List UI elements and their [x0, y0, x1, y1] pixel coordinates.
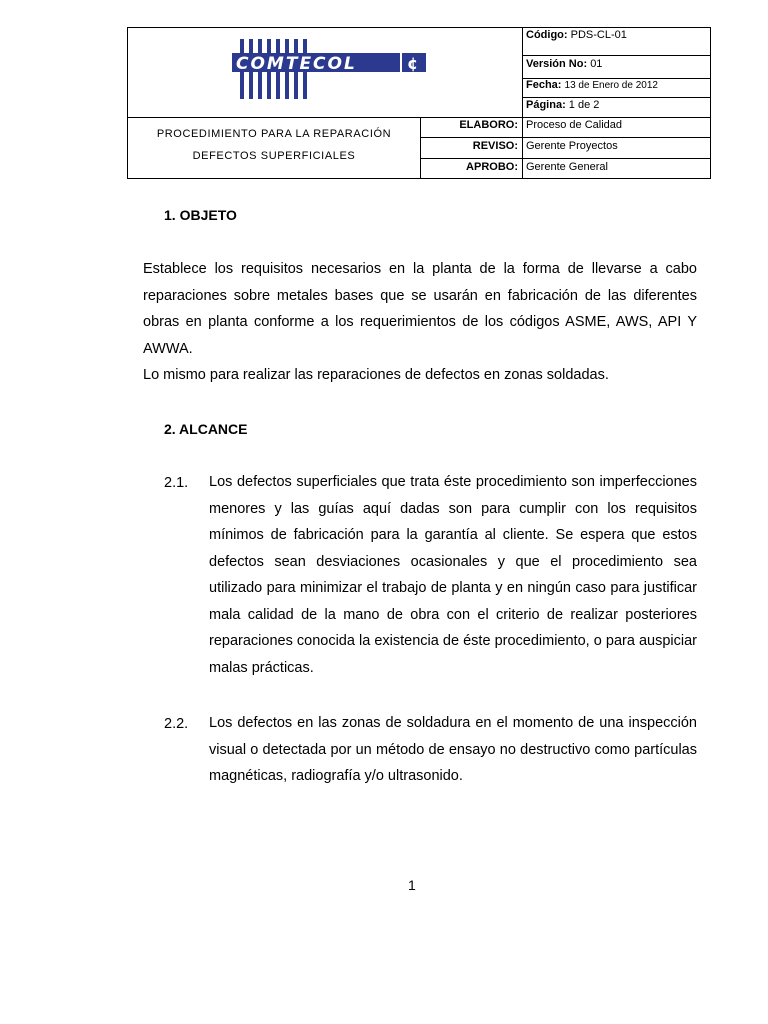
table-divider [522, 28, 523, 179]
fecha-value: 13 de Enero de 2012 [564, 80, 658, 91]
reviso-value: Gerente Proyectos [526, 140, 618, 152]
aprobo-value: Gerente General [526, 161, 608, 173]
fecha-label: Fecha: [526, 79, 562, 91]
item-number: 2.2. [164, 716, 189, 732]
table-divider [420, 158, 711, 159]
version-value: 01 [590, 58, 603, 70]
version-label: Versión No: [526, 58, 588, 70]
item-number: 2.1. [164, 475, 189, 491]
version-cell [526, 58, 602, 70]
logo-cell [128, 28, 522, 117]
alcance-item-text: Los defectos en las zonas de soldadura en el momento de una inspección visual o detectada por un método de ensayo no destructivo como partículas magnéticas, radiografía y/o ultrasonido. [209, 715, 697, 784]
elaboro-label: ELABORO: [459, 119, 518, 131]
logo-mark: ¢ [407, 54, 419, 73]
title-line-2: DEFECTOS SUPERFICIALES [192, 150, 356, 162]
document-title [128, 118, 420, 179]
codigo-value: PDS-CL-01 [570, 29, 627, 41]
comtecol-logo [128, 28, 522, 117]
aprobo-label: APROBO: [466, 161, 518, 173]
codigo-label: Código: [526, 29, 568, 41]
codigo-cell [526, 29, 627, 41]
elaboro-value: Proceso de Calidad [526, 119, 623, 131]
pagina-value: 1 de 2 [568, 99, 600, 111]
table-divider [522, 97, 711, 98]
table-divider [420, 137, 711, 138]
objeto-paragraph-2: Lo mismo para realizar las reparaciones de defectos en zonas soldadas. [143, 367, 609, 383]
alcance-item-text: Los defectos superficiales que trata éste procedimiento son imperfecciones menores y las guías aquí dadas son para cumplir con los requisitos mínimos de fabricación para la garantía al cliente. Se espera que estos defectos sean desviaciones ocasionales y que el procedimiento sea utilizado para minimizar el trabajo de planta y en ningún caso para justificar mala calidad de la mano de obra con el criterio de realizar posteriores reparaciones conocida la existencia de éste procedimiento, o para auspiciar malas prácticas. [209, 474, 697, 676]
section-heading-objeto: 1. OBJETO [164, 207, 237, 223]
section-heading-alcance: 2. ALCANCE [164, 421, 248, 437]
fecha-cell [526, 79, 658, 91]
page-number: 1 [408, 877, 416, 893]
logo-text: COMTECOL [236, 54, 357, 74]
header-table [127, 27, 711, 179]
table-divider [522, 55, 711, 56]
title-line-1: PROCEDIMIENTO PARA LA REPARACIÓN [156, 128, 392, 140]
logo-separator [400, 53, 402, 72]
objeto-paragraph: Establece los requisitos necesarios en la planta de la forma de llevarse a cabo reparaciones sobre metales bases que se usarán en fabricación de las diferentes obras en planta conforme a los requerimientos de los códigos ASME, AWS, API Y AWWA. [143, 261, 697, 357]
pagina-label: Página: [526, 99, 566, 111]
reviso-label: REVISO: [472, 140, 518, 152]
pagina-cell [526, 99, 599, 111]
